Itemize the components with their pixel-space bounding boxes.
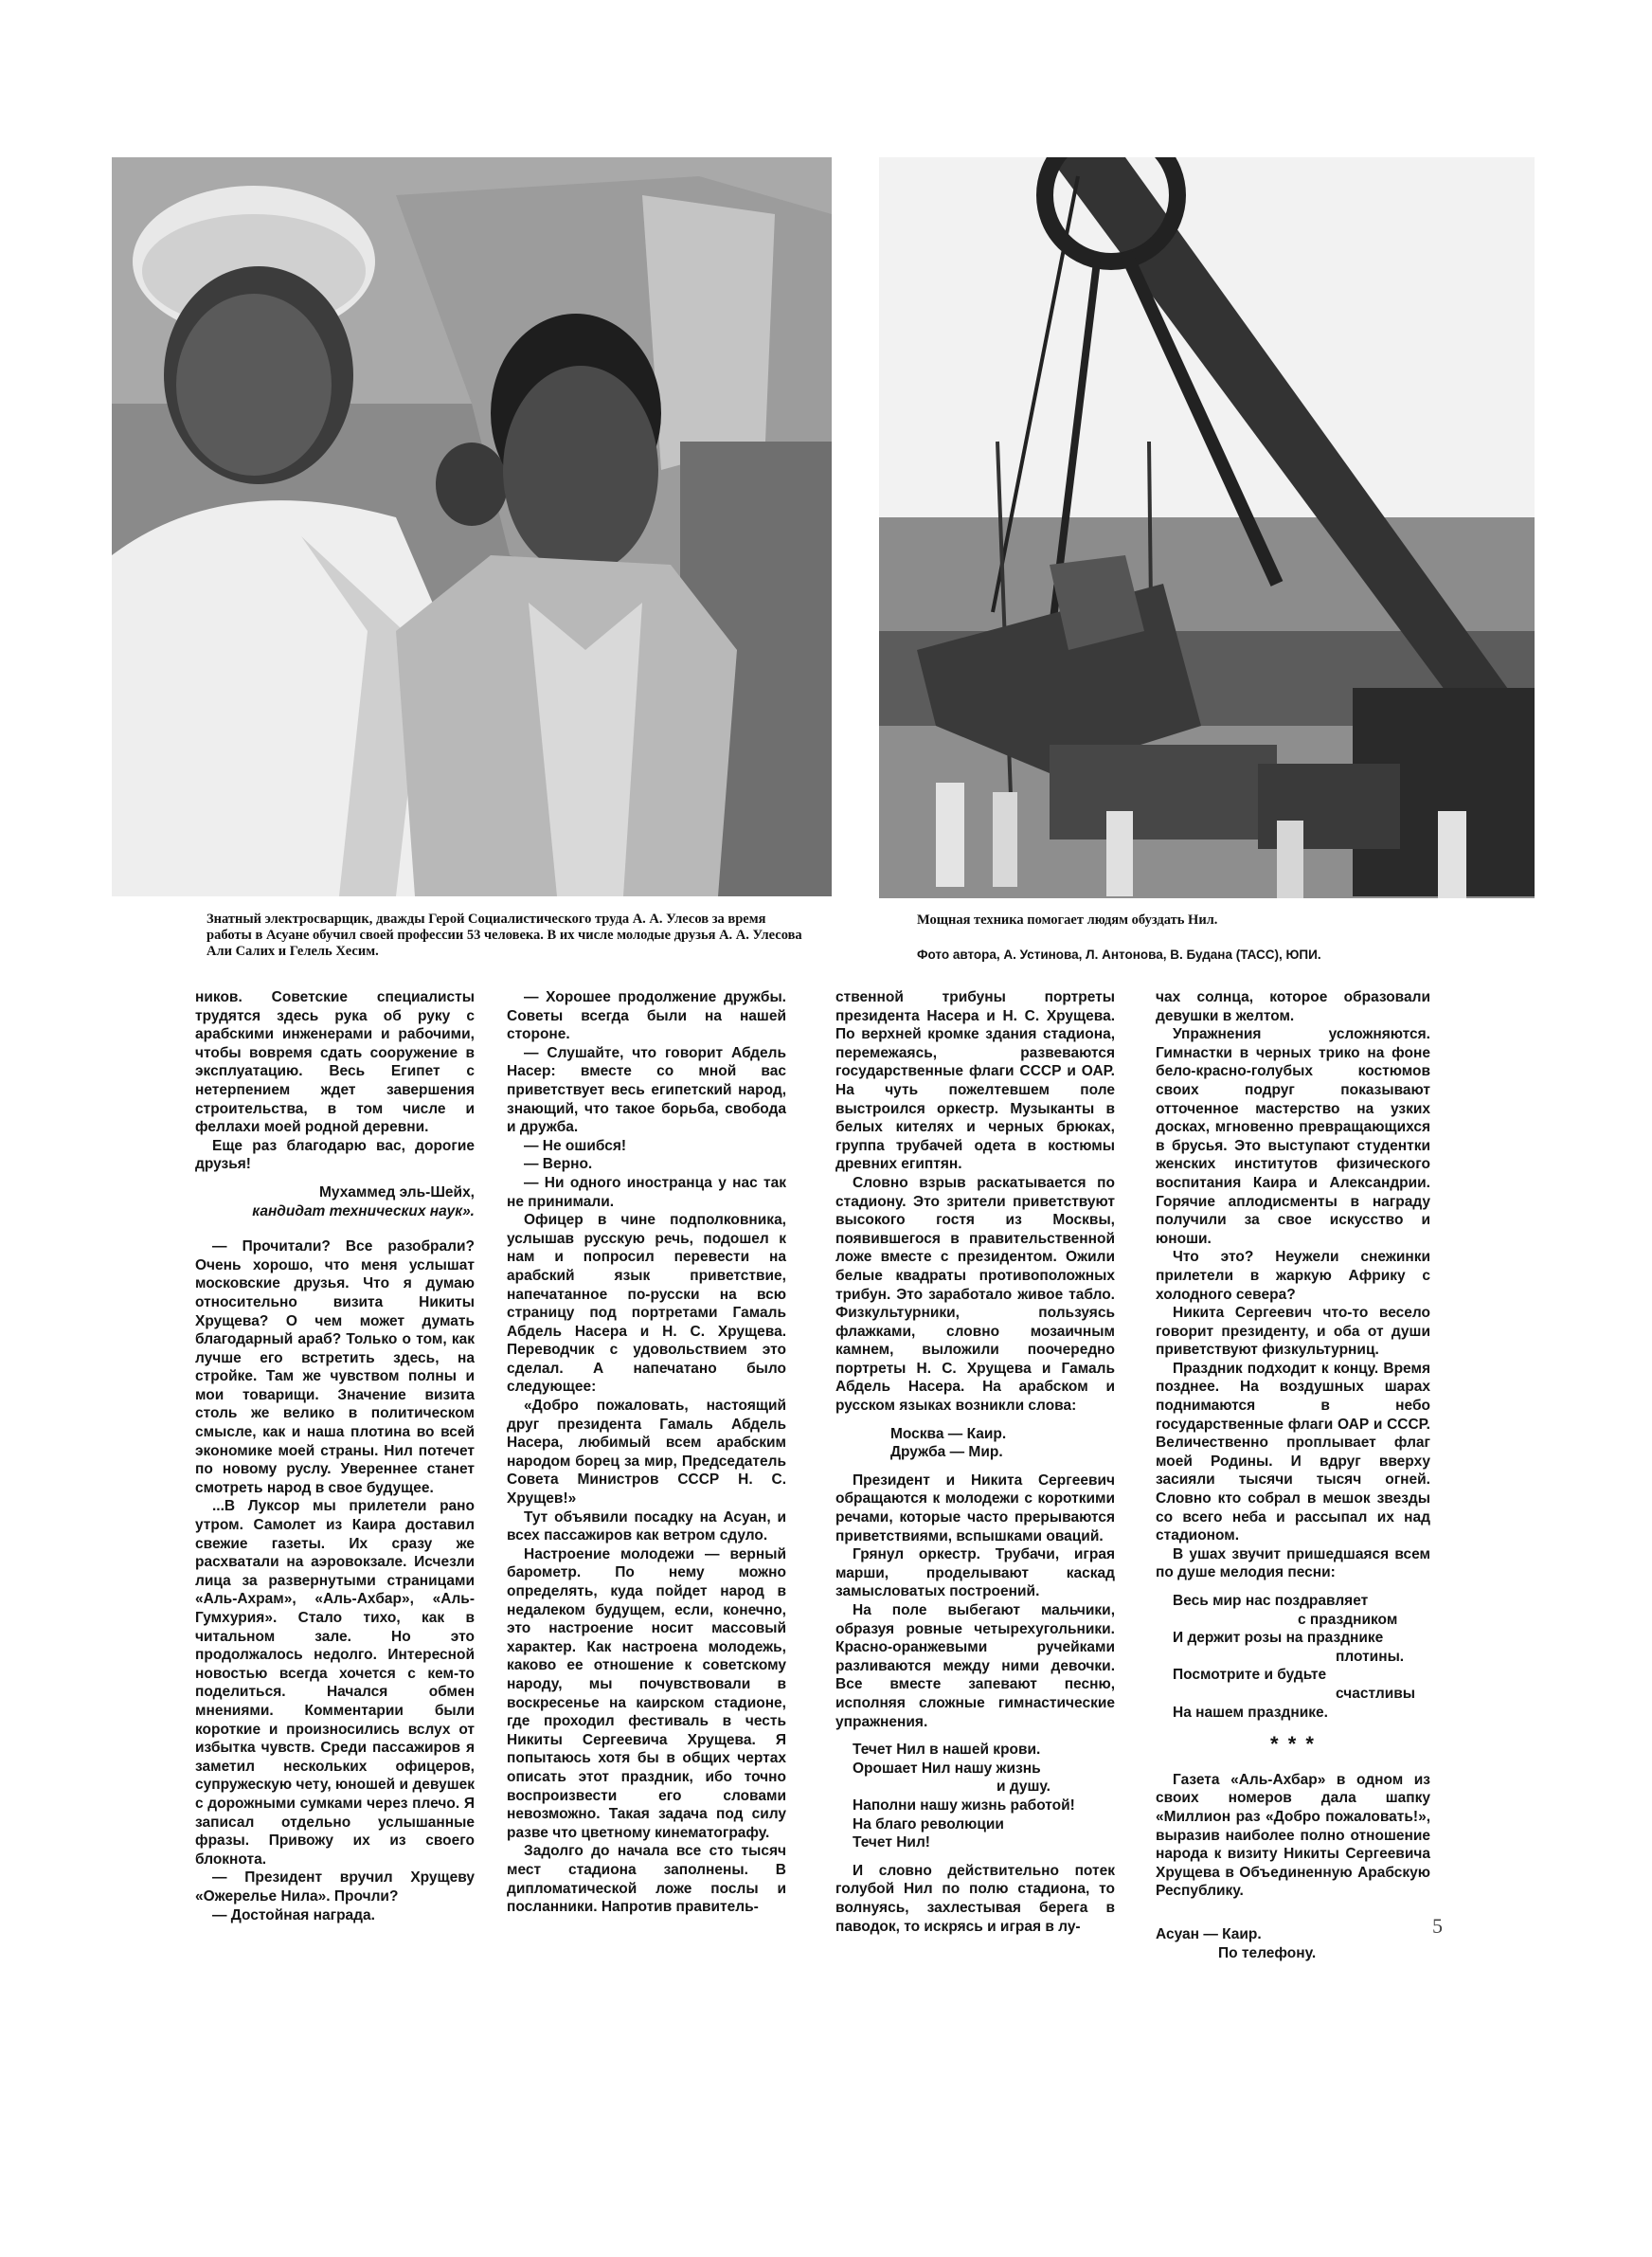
col2-paragraph-3: — Не ошибся! (524, 1137, 627, 1154)
photo-workers-image (112, 157, 832, 896)
col1-paragraph-2: Еще раз благодарю вас, дорогие друзья! (195, 1137, 475, 1173)
col3-song-line-4: Наполни нашу жизнь работой! (853, 1797, 1075, 1814)
col4-song-line-5: Посмотрите и будьте (1173, 1667, 1327, 1684)
col3-song-line-2: Орошает Нил нашу жизнь (853, 1760, 1041, 1777)
col3-paragraph-1: ственной трибуны портреты президента Насера и Н. С. Хрущева. По верхней кромке здания стадиона, перемежаясь, развеваются государственные флаги СССР и ОАР. На чуть пожелтевшем поле выстроился оркестр. Музыканты в белых кителях и черных брюках, группа трубачей одета в костюмы древних египтян. (835, 989, 1115, 1173)
text-column-4 (1156, 988, 1430, 1962)
col3-paragraph-2: Словно взрыв раскатывается по стадиону. Это зрители приветствуют высокого гостя из Москвы, появившегося в правительственной ложе вместе с президентом. Ожили белые квадраты противоположных трибун. Это заработало живое табло. Физкультурники, пользуясь флажками, словно мозаичным камнем, выложили поочередно портреты Н. С. Хрущева и Гамаль Абдель Насера. На арабском и русском языках возникли слова: (835, 1174, 1115, 1415)
col3-paragraph-3: Президент и Никита Сергеевич обращаются к молодежи с короткими речами, которые часто прерываются приветствиями, вспышками оваций. (835, 1472, 1115, 1544)
col4-song-line-4: плотины. (1336, 1648, 1405, 1665)
col4-paragraph-3: Что это? Неужели снежинки прилетели в жаркую Африку с холодного севера? (1156, 1249, 1430, 1303)
col2-paragraph-4: — Верно. (524, 1156, 593, 1173)
col1-paragraph-3: — Прочитали? Все разобрали? Очень хорошо, что меня услышат московские друзья. Что я думаю относительно визита Никиты Хрущева? О чем может думать благодарный араб? Только о том, как лучше его встретить здесь, на стройке. Там же чувством полны и мои товарищи. Значение визита столь же велико в политическом смысле, как и наша плотина во всей экономике моей страны. Нил потечет по новому руслу. Увереннее станет смотреть народ в свое будущее. (195, 1238, 475, 1496)
col1-paragraph-5: — Президент вручил Хрущеву «Ожерелье Нила». Прочли? (195, 1869, 475, 1905)
col2-paragraph-6: Офицер в чине подполковника, услышав русскую речь, подошел к нам и попросил перевести на арабский язык приветствие, напечатанное по-русски на всю страницу под портретами Гамаль Абдель Насера и Н. С. Хрущева. Переводчик с удовольствием это сделал. А напечатано было следующее: (507, 1212, 786, 1396)
col2-paragraph-8: Тут объявили посадку на Асуан, и всех пассажиров как ветром сдуло. (507, 1508, 786, 1544)
col4-song-line-6: счастливы (1336, 1685, 1415, 1702)
col2-paragraph-1: — Хорошее продолжение дружбы. Советы всегда были на нашей стороне. (507, 989, 786, 1043)
col4-paragraph-7: Газета «Аль-Ахбар» в одном из своих номеров дала шапку «Миллион раз «Добро пожаловать!», выразив наиболее полно отношение народа к визиту Никиты Сергеевича Хрущева в Объединенную Арабскую Республику. (1156, 1771, 1430, 1900)
col2-paragraph-2: — Слушайте, что говорит Абдель Насер: вместе со мной вас приветствует весь египетский народ, знающий, что такое борьба, свобода и дружба. (507, 1044, 786, 1136)
col4-song-line-7: На нашем празднике. (1173, 1704, 1328, 1721)
col4-song-line-3: И держит розы на празднике (1173, 1630, 1384, 1647)
col3-song-line-6: Течет Нил! (853, 1834, 930, 1851)
col1-paragraph-4: ...В Луксор мы прилетели рано утром. Самолет из Каира доставил свежие газеты. Их сразу же расхватали на аэровокзале. Исчезли лица за развернутыми страницами «Аль-Ахрам», «Аль-Ахбар», «Аль-Гумхурия». Стало тихо, как в читальном зале. Но это продолжалось недолго. Интересной новостью всегда хочется с кем-то поделиться. Начался обмен мнениями. Комментарии были короткие и произносились вслух от избытка чувств. Среди пассажиров я заметил нескольких офицеров, супружескую чету, юношей и девушек с дорожными сумками через плечо. Я записал отдельно услышанные фразы. Привожу их из своего блокнота. (195, 1498, 475, 1868)
photo-excavator-image (879, 157, 1535, 898)
col2-paragraph-5: — Ни одного иностранца у нас так не принимали. (507, 1174, 786, 1210)
col1-signature-name: Мухаммед эль-Шейх, (318, 1183, 475, 1201)
page-number: 5 (1432, 1914, 1443, 1938)
dateline (1156, 1925, 1430, 1962)
text-column-1 (195, 988, 475, 1924)
col4-paragraph-5: Праздник подходит к концу. Время позднее. На воздушных шарах поднимаются в небо государственные флаги ОАР и СССР. Величественно проплывает флаг моей Родины. И вдруг вверху засияли тысячи тысяч огней. Словно кто собрал в мешок звезды со всего неба и рассыпал их над стадионом. (1156, 1360, 1430, 1544)
col4-song-line-1: Весь мир нас поздравляет (1173, 1593, 1369, 1609)
col3-paragraph-6: И словно действительно потек голубой Нил по полю стадиона, то волнуясь, захлестывая берега в паводок, то искрясь и играя в лу- (835, 1862, 1115, 1935)
col3-paragraph-4: Грянул оркестр. Трубачи, играя марши, проделывают каскад замысловатых построений. (835, 1546, 1115, 1600)
col2-paragraph-9: Настроение молодежи — верный барометр. По нему можно определять, куда пойдет народ в недалеком будущем, если, конечно, это настроение носит массовый характер. Как настроена молодежь, каково ее отношение к советскому народу, мы почувствовали в воскресенье на каирском стадионе, где проходил фестиваль в честь Никиты Сергеевича Хрущева. Я попытаюсь хотя бы в общих чертах описать этот праздник, ибо точно воспроизвести его словами невозможно. Такая задача под силу разве что цветному кинематографу. (507, 1545, 786, 1841)
col4-paragraph-1: чах солнца, которое образовали девушки в желтом. (1156, 989, 1430, 1024)
col3-song-line-5: На благо революции (853, 1815, 1004, 1833)
text-column-3 (835, 988, 1115, 1936)
col3-slogan (835, 1425, 1115, 1462)
col3-song-line-1: Течет Нил в нашей крови. (853, 1742, 1041, 1759)
col3-song (835, 1741, 1115, 1852)
photo-workers-caption: Знатный электросварщик, дважды Герой Социалистического труда А. А. Улесов за время работы в Асуане обучил своей профессии 53 человека. В их числе молодые друзья А. А. Улесова Али Салих и Гелель Хесим. (206, 912, 802, 959)
text-column-2 (507, 988, 786, 1917)
col4-paragraph-4: Никита Сергеевич что-то весело говорит президенту, и оба от души приветствуют физкультурниц. (1156, 1305, 1430, 1359)
col1-paragraph-6: — Достойная награда. (212, 1906, 375, 1923)
col3-paragraph-5: На поле выбегают мальчики, образуя ровные четырехугольники. Красно-оранжевыми ручейками разливаются между ними девочки. Все вместе запевают песню, исполняя сложные гимнастические упражнения. (835, 1602, 1115, 1730)
col1-signature (195, 1183, 475, 1220)
col4-paragraph-2: Упражнения усложняются. Гимнастки в черных трико на фоне бело-красно-голубых костюмов своих подруг показывают отточенное мастерство на узких досках, мгновенно превращающихся в брусья. Это выступают студентки женских институтов физического воспитания Каира и Александрии. Горячие аплодисменты в награду получили за свое искусство и юноши. (1156, 1026, 1430, 1247)
col4-song (1156, 1592, 1430, 1722)
col1-paragraph-1: ников. Советские специалисты трудятся здесь рука об руку с арабскими инженерами и рабочими, чтобы вовремя сдать сооружение в эксплуатацию. Весь Египет с нетерпением ждет завершения строительства, в том числе и феллахи моей родной деревни. (195, 989, 475, 1136)
section-divider-stars: * * * (1270, 1732, 1316, 1757)
col2-paragraph-10: Задолго до начала все сто тысяч мест стадиона заполнены. В дипломатической ложе послы и посланники. Напротив правитель- (507, 1843, 786, 1916)
col1-signature-title: кандидат технических наук». (252, 1202, 475, 1219)
col4-song-line-2: с праздником (1298, 1611, 1398, 1628)
col3-song-line-3: и душу. (997, 1779, 1050, 1796)
col3-slogan-line-2: Дружба — Мир. (890, 1444, 1003, 1461)
photo-credits: Фото автора, А. Устинова, Л. Антонова, В. Будана (ТАСС), ЮПИ. (917, 948, 1321, 962)
dateline-place: Асуан — Каир. (1156, 1925, 1262, 1942)
dateline-via: По телефону. (1218, 1944, 1317, 1961)
col4-paragraph-6: В ушах звучит пришедшаяся всем по душе мелодия песни: (1156, 1545, 1430, 1581)
photo-excavator-caption: Мощная техника помогает людям обуздать Нил. (917, 912, 1218, 928)
photo-excavator (879, 157, 1535, 898)
col2-paragraph-7: «Добро пожаловать, настоящий друг президента Гамаль Абдель Насера, любимый всем арабским народом борец за мир, Председатель Совета Министров СССР Н. С. Хрущев!» (507, 1398, 786, 1508)
photo-workers (112, 157, 832, 896)
col3-slogan-line-1: Москва — Каир. (890, 1425, 1007, 1442)
